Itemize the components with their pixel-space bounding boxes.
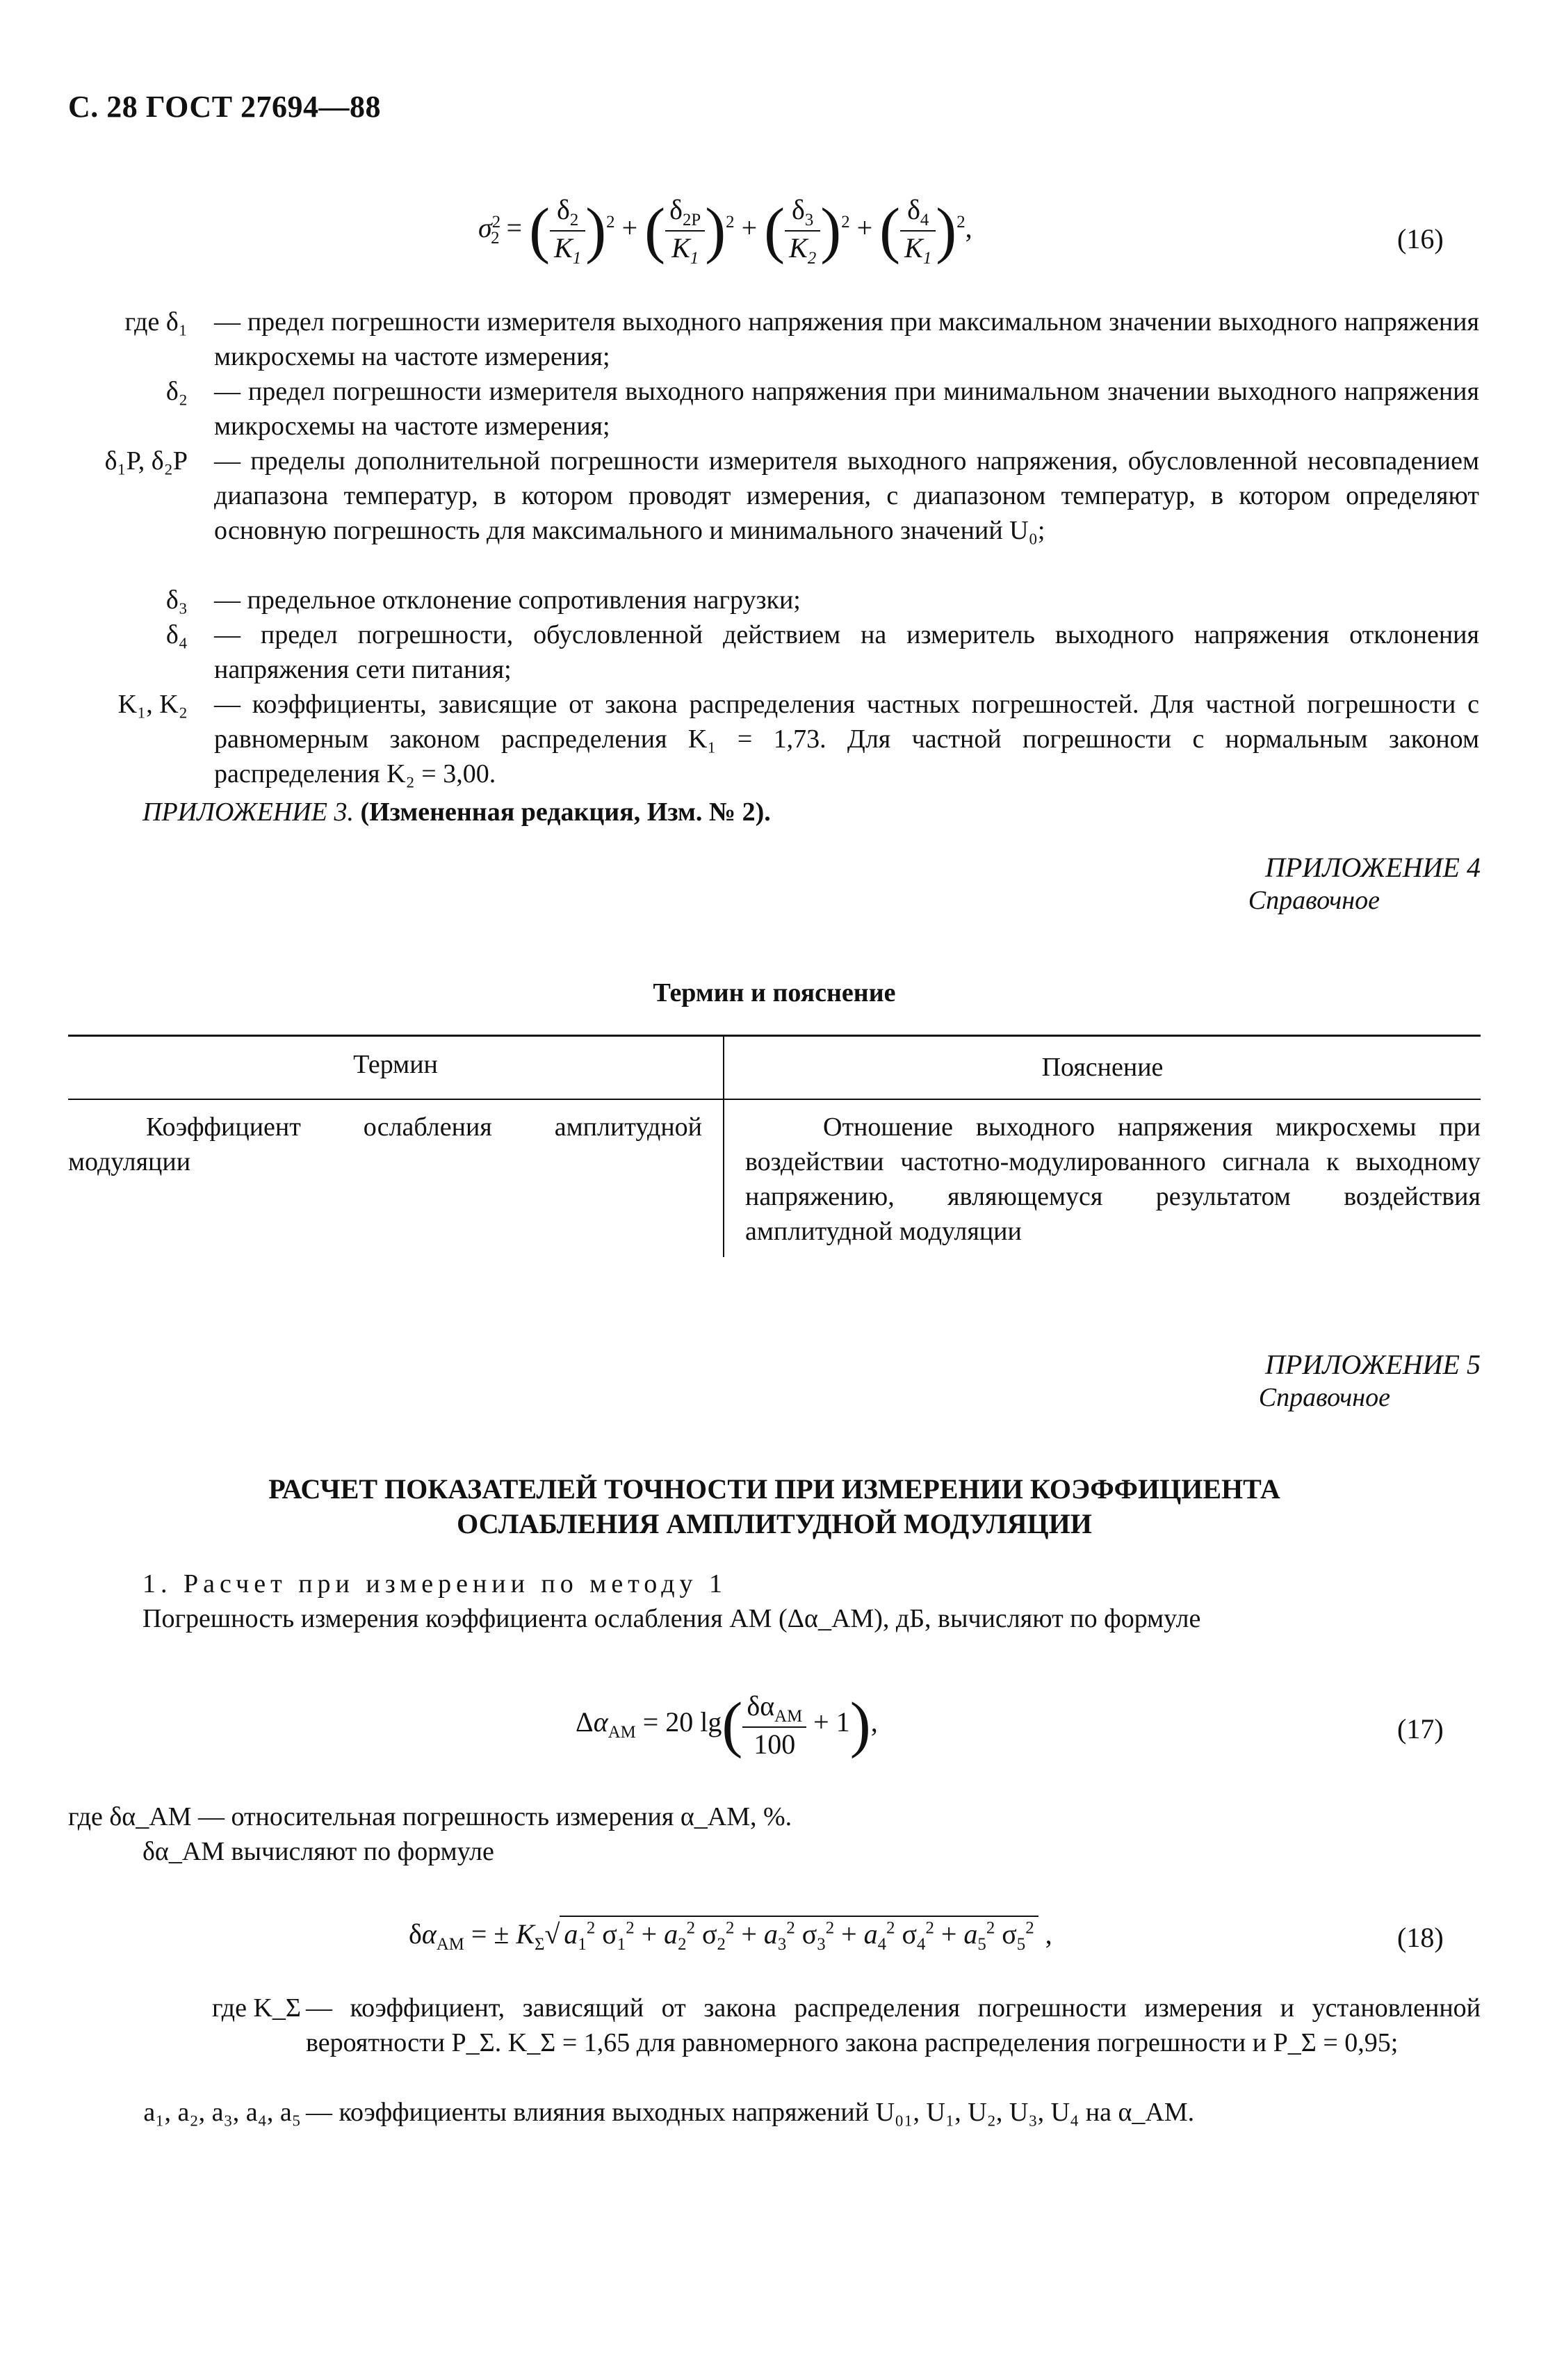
terms-table-title: Термин и пояснение — [653, 978, 896, 1007]
appendix-4-subtitle: Справочное — [1248, 886, 1380, 915]
legend-text-dp: — пределы дополнительной погрешности измерителя выходного напряжения, обусловленной несовпадением диапазона температур, в котором проводят измерения, с диапазоном температур, в котором определяют основную погрешность для максимального и минимального значений U₀; — [214, 446, 1479, 545]
legend-symbol-d1: где δ₁ — [124, 307, 188, 337]
equation-number-18: (18) — [1397, 1922, 1444, 1953]
legend-text-d4: — предел погрешности, обусловленной действием на измеритель выходного напряжения отклонения напряжения сети питания; — [214, 620, 1479, 684]
legend-symbol-d4: δ₄ — [165, 620, 188, 649]
terms-table-header-explanation: Пояснение — [1041, 1053, 1164, 1082]
terms-table-header-term: Термин — [353, 1050, 438, 1079]
legend-17: где δα_АМ — относительная погрешность измерения α_АМ, %. — [68, 1802, 792, 1831]
legend-text-k: — коэффициенты, зависящие от закона распределения частных погрешностей. Для частной погрешности с равномерным законом распределения K₁ = 1,73. Для частной погрешности с нормальным законом распределения K₂ = 3,00. — [214, 690, 1479, 788]
legend-text-d1: — предел погрешности измерителя выходного напряжения при максимальном значении выходного напряжения микросхемы на частоте измерения; — [214, 307, 1479, 371]
terms-table-cell-term: Коэффициент ослабления амплитудной модуляции — [68, 1112, 702, 1176]
legend-symbol-dp: δ₁P, δ₂P — [104, 446, 188, 476]
appendix-3-label: ПРИЛОЖЕНИЕ 3. — [142, 798, 354, 827]
formula-16: $\sigma^2_2$ = ( $\frac{\delta_2}{K_1}$ )$^2$ + ( $\frac{\delta_{2P}}{K_1}$ )$^2$ + ( $\frac{\delta_3}{K_2}$ )$^2$ + ( $\frac{\delta_4}{K_1}$ )$^2$, — [478, 194, 972, 268]
terms-table — [68, 1035, 1481, 1257]
formula-17: $\Delta\alpha_{AM} = 20$ lg( $\frac{\delta\alpha_{AM}}{100}$ + 1), — [576, 1690, 878, 1760]
appendix-3-revision: (Измененная редакция, Изм. № 2). — [360, 798, 771, 827]
appendix-3-note — [142, 795, 1463, 829]
formula-18: $\delta\alpha_{AM}$ = ± $K_\Sigma√$ $a_1^2$ $\sigma_1^2 + a_2^2$ $\sigma_2^2 + a_3^2$ $\sigma_3^2 + a_4^2$ $\sigma_4^2 + a_5^2$ $\sigma_5^2$ , — [409, 1918, 1052, 1954]
page-header: С. 28 ГОСТ 27694—88 — [68, 90, 382, 124]
legend-symbol-a: a₁, a₂, a₃, a₄, a₅ — [143, 2098, 301, 2127]
legend-text-ks: — коэффициент, зависящий от закона распределения погрешности измерения и установленной вероятности P_Σ. K_Σ = 1,65 для равномерного закона распределения погрешности и P_Σ = 0,95; — [306, 1993, 1481, 2057]
legend-text-d3: — предельное отклонение сопротивления нагрузки; — [214, 585, 801, 615]
method-heading: 1. Расчет при измерении по методу 1 — [142, 1569, 728, 1598]
method-intro: Погрешность измерения коэффициента ослабления АМ (Δα_АМ), дБ, вычисляют по формуле — [142, 1604, 1201, 1633]
section-title-line-2: ОСЛАБЛЕНИЯ АМПЛИТУДНОЙ МОДУЛЯЦИИ — [457, 1508, 1092, 1539]
legend-symbol-d2: δ₂ — [165, 377, 188, 406]
appendix-5-title: ПРИЛОЖЕНИЕ 5 — [1265, 1349, 1481, 1380]
legend-symbol-ks: где K_Σ — [212, 1993, 301, 2023]
appendix-5-subtitle: Справочное — [1258, 1383, 1390, 1412]
calc-line: δα_АМ вычисляют по формуле — [142, 1837, 494, 1866]
legend-text-d2: — предел погрешности измерителя выходного напряжения при минимальном значении выходного напряжения микросхемы на частоте измерения; — [214, 377, 1479, 441]
legend-symbol-d3: δ₃ — [165, 585, 188, 615]
equation-number-16: (16) — [1397, 223, 1444, 254]
legend-text-a: — коэффициенты влияния выходных напряжений U₀₁, U₁, U₂, U₃, U₄ на α_АМ. — [306, 2098, 1195, 2127]
equation-number-17: (17) — [1397, 1713, 1444, 1744]
section-title-line-1: РАСЧЕТ ПОКАЗАТЕЛЕЙ ТОЧНОСТИ ПРИ ИЗМЕРЕНИИ КОЭФФИЦИЕНТА — [268, 1473, 1280, 1505]
terms-table-cell-explanation: Отношение выходного напряжения микросхемы при воздействии частотно-модулированного сигнала к выходному напряжению, являющемуся результатом воздействия амплитудной модуляции — [745, 1112, 1481, 1246]
legend-symbol-k: K₁, K₂ — [117, 690, 188, 719]
appendix-4-title: ПРИЛОЖЕНИЕ 4 — [1265, 852, 1481, 883]
